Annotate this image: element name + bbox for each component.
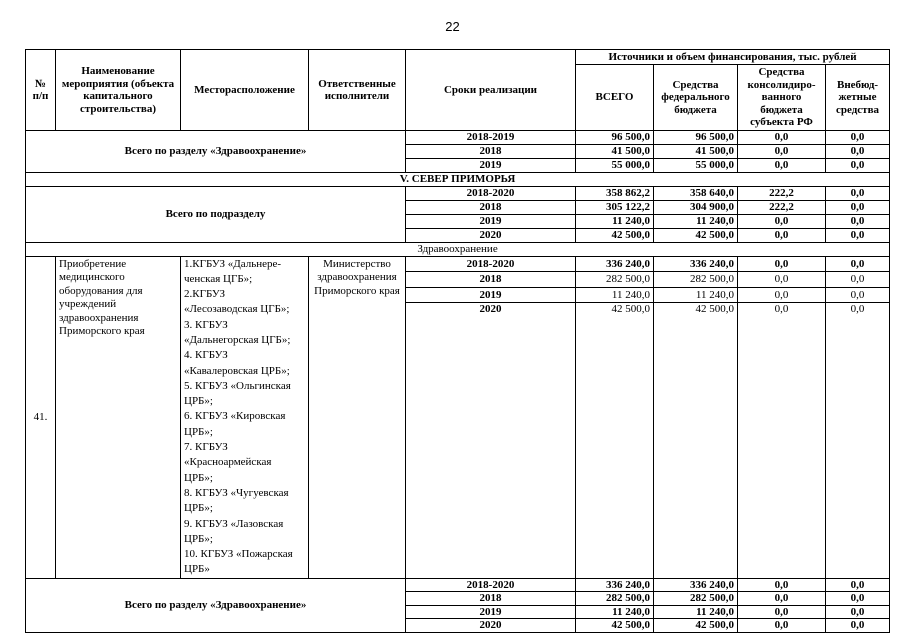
location-line: 6. КГБУЗ «Кировская [184, 410, 286, 423]
location-line: 5. КГБУЗ «Ольгинская [184, 379, 291, 392]
header-location: Месторасположение [181, 50, 309, 131]
total-cell: 96 500,0 [576, 131, 654, 145]
period-cell: 2018-2020 [406, 256, 576, 272]
location-line: «Красноармейская [184, 456, 272, 469]
total-cell: 336 240,0 [576, 256, 654, 272]
header-responsible: Ответственные исполнители [309, 50, 406, 131]
federal-cell: 42 500,0 [654, 303, 738, 579]
consolidated-cell: 0,0 [738, 578, 826, 592]
location-line: 8. КГБУЗ «Чугуевская [184, 486, 289, 499]
location-line: ЦРБ»; [184, 425, 213, 438]
table-row [26, 256, 890, 272]
header-num: № п/п [26, 50, 56, 131]
location-line: ЦРБ»; [184, 471, 213, 484]
page-number: 22 [445, 19, 460, 34]
location-line: «Кавалеровская ЦРБ»; [184, 364, 290, 377]
federal-cell: 336 240,0 [654, 256, 738, 272]
item-name: Приобретение медицинского оборудования для учреждений здравоохранения Приморского края [56, 256, 181, 578]
consolidated-cell: 0,0 [738, 145, 826, 159]
consolidated-cell: 0,0 [738, 619, 826, 633]
location-line: ЦРБ»; [184, 395, 213, 408]
extra-cell: 0,0 [826, 578, 890, 592]
item-responsible: Министерство здравоохранения Приморского края [309, 256, 406, 578]
location-line: 1.КГБУЗ «Дальнере- [184, 257, 282, 270]
table-row [26, 187, 890, 201]
header-terms: Сроки реализации [406, 50, 576, 131]
total-cell: 41 500,0 [576, 145, 654, 159]
federal-cell: 304 900,0 [654, 201, 738, 215]
item-locations [181, 256, 309, 578]
federal-cell: 11 240,0 [654, 215, 738, 229]
total-cell: 42 500,0 [576, 619, 654, 633]
location-line: 7. КГБУЗ [184, 441, 228, 454]
location-line: 9. КГБУЗ «Лазовская [184, 517, 284, 530]
extra-cell: 0,0 [826, 201, 890, 215]
extra-cell: 0,0 [826, 256, 890, 272]
federal-cell: 358 640,0 [654, 187, 738, 201]
extra-cell: 0,0 [826, 187, 890, 201]
consolidated-cell: 0,0 [738, 159, 826, 173]
total-health-label-1: Всего по разделу «Здравоохранение» [26, 131, 406, 173]
location-line: ЦРБ» [184, 563, 210, 576]
section-heading: V. СЕВЕР ПРИМОРЬЯ [26, 173, 890, 187]
consolidated-cell: 0,0 [738, 605, 826, 619]
location-line: «Лесозаводская ЦГБ»; [184, 303, 290, 316]
total-cell: 42 500,0 [576, 229, 654, 243]
consolidated-cell: 0,0 [738, 287, 826, 303]
consolidated-cell: 222,2 [738, 187, 826, 201]
federal-cell: 96 500,0 [654, 131, 738, 145]
header-federal: Средства федерального бюджета [654, 65, 738, 131]
federal-cell: 41 500,0 [654, 145, 738, 159]
consolidated-cell: 0,0 [738, 592, 826, 606]
period-cell: 2018-2020 [406, 578, 576, 592]
location-line: 2.КГБУЗ [184, 288, 226, 301]
period-cell: 2019 [406, 605, 576, 619]
total-cell: 11 240,0 [576, 605, 654, 619]
consolidated-cell: 0,0 [738, 131, 826, 145]
consolidated-cell: 0,0 [738, 215, 826, 229]
total-cell: 42 500,0 [576, 303, 654, 579]
extra-cell: 0,0 [826, 229, 890, 243]
period-cell: 2018 [406, 201, 576, 215]
header-sources: Источники и объем финансирования, тыс. рублей [576, 50, 890, 65]
period-cell: 2018 [406, 592, 576, 606]
financing-table [25, 49, 890, 633]
table-row [26, 578, 890, 592]
period-cell: 2018-2020 [406, 187, 576, 201]
health-heading: Здравоохранение [26, 243, 890, 257]
location-line: 4. КГБУЗ [184, 349, 228, 362]
extra-cell: 0,0 [826, 605, 890, 619]
total-cell: 282 500,0 [576, 272, 654, 288]
federal-cell: 282 500,0 [654, 272, 738, 288]
consolidated-cell: 0,0 [738, 303, 826, 579]
consolidated-cell: 0,0 [738, 229, 826, 243]
total-cell: 282 500,0 [576, 592, 654, 606]
consolidated-cell: 222,2 [738, 201, 826, 215]
period-cell: 2020 [406, 303, 576, 579]
location-line: 3. КГБУЗ [184, 318, 228, 331]
total-cell: 336 240,0 [576, 578, 654, 592]
period-cell: 2018-2019 [406, 131, 576, 145]
consolidated-cell: 0,0 [738, 256, 826, 272]
consolidated-cell: 0,0 [738, 272, 826, 288]
extra-cell: 0,0 [826, 592, 890, 606]
period-cell: 2018 [406, 145, 576, 159]
total-cell: 11 240,0 [576, 287, 654, 303]
federal-cell: 55 000,0 [654, 159, 738, 173]
extra-cell: 0,0 [826, 131, 890, 145]
header-extrabudget: Внебюд-жетные средства [826, 65, 890, 131]
total-cell: 55 000,0 [576, 159, 654, 173]
location-line: 10. КГБУЗ «Пожарская [184, 548, 293, 561]
location-line: ЦРБ»; [184, 502, 213, 515]
extra-cell: 0,0 [826, 619, 890, 633]
location-line: ченская ЦГБ»; [184, 272, 253, 285]
table-row [26, 131, 890, 145]
header-name: Наименование мероприятия (объекта капитального строительства) [56, 50, 181, 131]
period-cell: 2020 [406, 229, 576, 243]
extra-cell: 0,0 [826, 287, 890, 303]
item-number: 41. [26, 256, 56, 578]
total-cell: 358 862,2 [576, 187, 654, 201]
period-cell: 2020 [406, 619, 576, 633]
extra-cell: 0,0 [826, 215, 890, 229]
extra-cell: 0,0 [826, 145, 890, 159]
period-cell: 2019 [406, 215, 576, 229]
federal-cell: 42 500,0 [654, 619, 738, 633]
header-consolidated: Средства консолидиро-ванного бюджета субъекта РФ [738, 65, 826, 131]
location-line: ЦРБ»; [184, 532, 213, 545]
federal-cell: 11 240,0 [654, 605, 738, 619]
federal-cell: 42 500,0 [654, 229, 738, 243]
period-cell: 2019 [406, 287, 576, 303]
federal-cell: 11 240,0 [654, 287, 738, 303]
federal-cell: 336 240,0 [654, 578, 738, 592]
subsection-total-label: Всего по подразделу [26, 187, 406, 243]
total-cell: 305 122,2 [576, 201, 654, 215]
federal-cell: 282 500,0 [654, 592, 738, 606]
extra-cell: 0,0 [826, 159, 890, 173]
extra-cell: 0,0 [826, 272, 890, 288]
period-cell: 2018 [406, 272, 576, 288]
extra-cell: 0,0 [826, 303, 890, 579]
location-line: «Дальнегорская ЦГБ»; [184, 333, 291, 346]
total-health-label-2: Всего по разделу «Здравоохранение» [26, 578, 406, 632]
period-cell: 2019 [406, 159, 576, 173]
total-cell: 11 240,0 [576, 215, 654, 229]
header-total: ВСЕГО [576, 65, 654, 131]
